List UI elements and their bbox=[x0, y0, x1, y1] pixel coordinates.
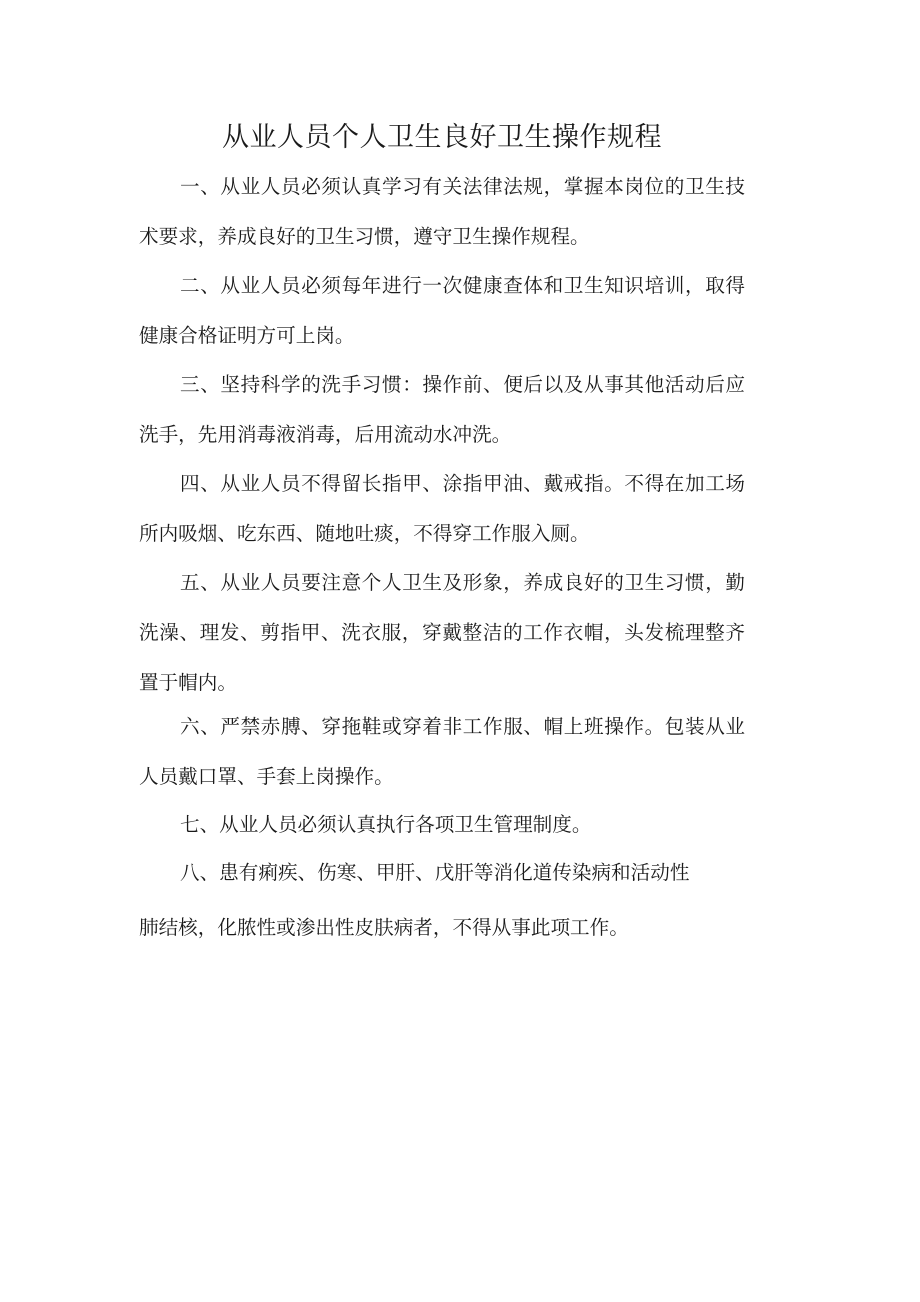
article-1: 一、从业人员必须认真学习有关法律法规，掌握本岗位的卫生技术要求，养成良好的卫生习惯，遵守卫生操作规程。 bbox=[139, 175, 745, 248]
article-3: 三、坚持科学的洗手习惯：操作前、便后以及从事其他活动后应洗手，先用消毒液消毒，后用流动水冲洗。 bbox=[139, 373, 745, 446]
article-8-line-1: 八、患有痢疾、伤寒、甲肝、戊肝等消化道传染病和活动性 bbox=[180, 861, 690, 884]
article-2: 二、从业人员必须每年进行一次健康查体和卫生知识培训，取得健康合格证明方可上岗。 bbox=[139, 274, 745, 347]
article-6: 六、严禁赤膊、穿拖鞋或穿着非工作服、帽上班操作。包装从业人员戴口罩、手套上岗操作。 bbox=[139, 715, 745, 788]
document-title: 从业人员个人卫生良好卫生操作规程 bbox=[222, 122, 662, 153]
article-8-line-2: 肺结核，化脓性或渗出性皮肤病者，不得从事此项工作。 bbox=[139, 916, 629, 939]
article-4: 四、从业人员不得留长指甲、涂指甲油、戴戒指。不得在加工场所内吸烟、吃东西、随地吐痰，不得穿工作服入厕。 bbox=[139, 472, 745, 545]
article-5: 五、从业人员要注意个人卫生及形象，养成良好的卫生习惯，勤洗澡、理发、剪指甲、洗衣服，穿戴整洁的工作衣帽，头发梳理整齐置于帽内。 bbox=[139, 571, 745, 694]
article-7: 七、从业人员必须认真执行各项卫生管理制度。 bbox=[180, 813, 592, 836]
